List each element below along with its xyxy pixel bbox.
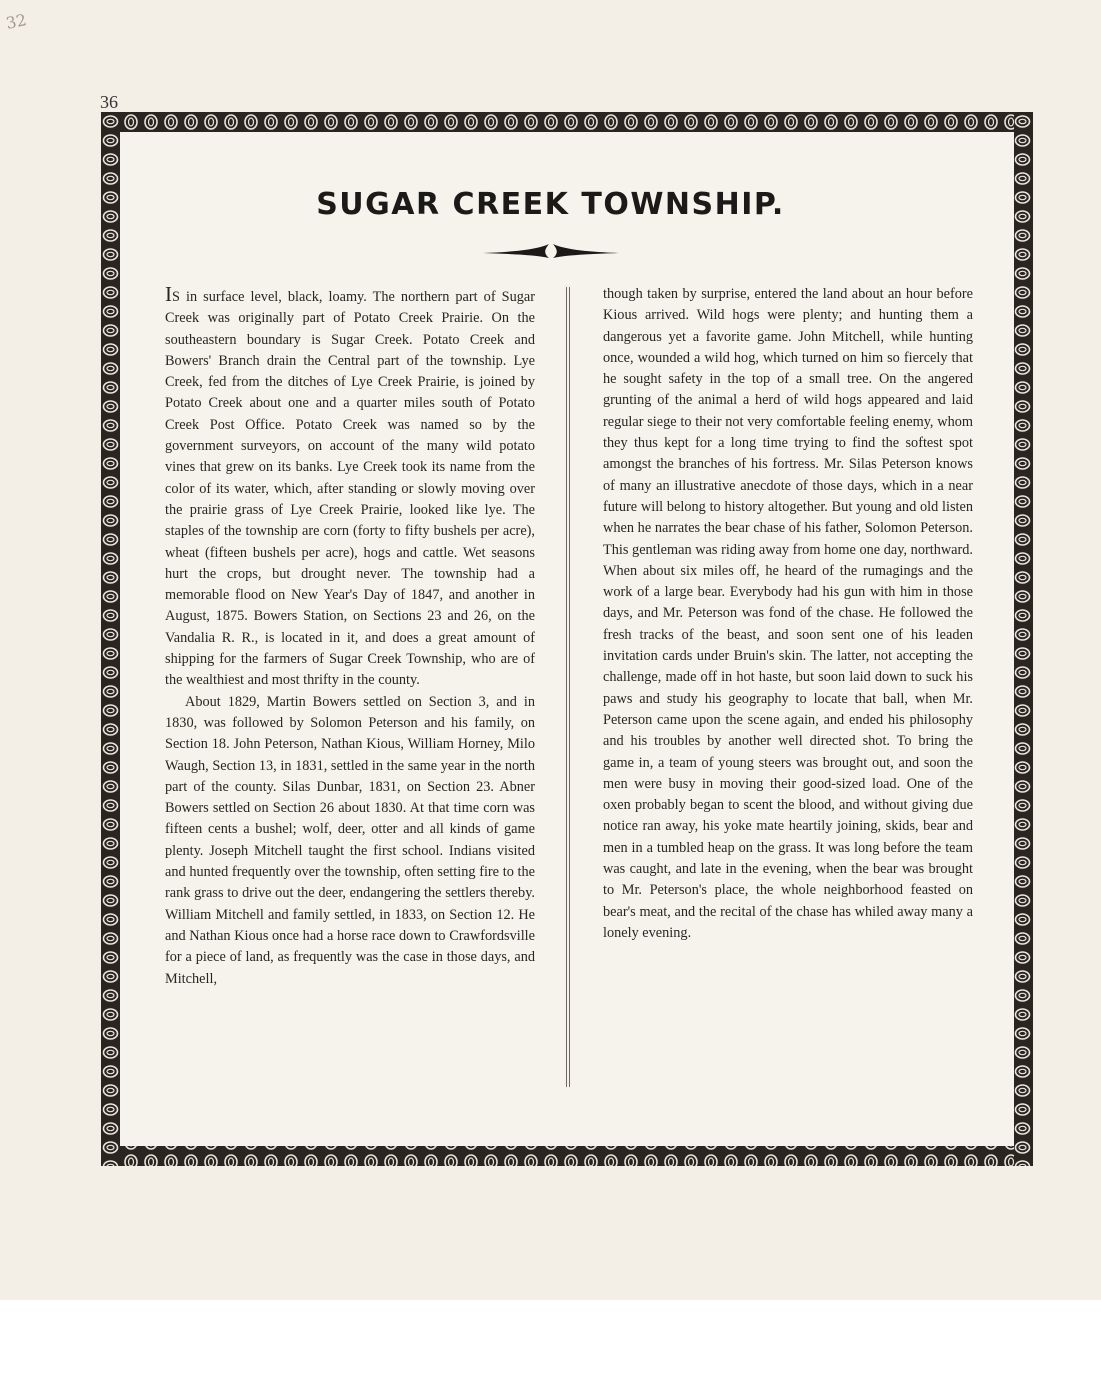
title-ornament xyxy=(481,243,621,261)
paragraph: though taken by surprise, entered the land about an hour before Kious arrived. Wild hogs were plenty; and hunting them a dangerous yet a favorite game. John Mitchell, while hunting once, wounded a wild hog, which turned on him so fiercely that he sought safety in the top of a small tree. On the angered grunting of the animal a herd of wild hogs appeared and laid regular siege to their not very comfortable feeling enemy, whom they thus kept for a long time trying to find the softest spot amongst the branches of his fortress. Mr. Silas Peterson knows of many an illustrative anecdote of those days, which in a near future will belong to history altogether. But young and old listen when he narrates the bear chase of his father, Solomon Peterson. This gentleman was riding away from home one day, northward. When about six miles off, he heard of the rumagings and the work of a large bear. Everybody had his gun with him in those days, and Mr. Peterson was fond of the chase. He followed the fresh tracks of the beast, and soon sent one of his leaden invitation cards under Bruin's skin. The latter, not accepting the challenge, made off in hot haste, but soon laid down to suck his paws and study his geography to locate that ball, when Mr. Peterson came upon the scene again, and ended his philosophy and his troubles by another well directed shot. To bring the game in, a team of young steers was brought out, and soon the men were busy in moving their good-sized load. One of the oxen probably began to scent the blood, and without giving due notice ran away, his yoke mate heartily joining, skids, bear and men in a tumbled heap on the grass. It was long before the team was caught, and late in the evening, when the bear was brought to Mr. Peterson's place, the whole neighborhood feasted on bear's meat, and the recital of the chase has whiled away many a lonely evening. xyxy=(603,286,973,941)
paragraph: IS in surface level, black, loamy. The northern part of Sugar Creek was originally part of Potato Creek Prairie. On the southeastern boundary is Sugar Creek. Potato Creek and Bowers' Branch drain the Central part of the township. Lye Creek, fed from the ditches of Lye Creek Prairie, is joined by Potato Creek about one and a quarter miles south of Potato Creek Post Office. Potato Creek was named so by the government surveyors, on account of the many wild potato vines that grew on its banks. Lye Creek took its name from the color of its water, which, after standing or slowly moving over the prairie grass of Lye Creek Prairie, looked like lye. The staples of the township are corn (forty to fifty bushels per acre), wheat (fifteen bushels per acre), hogs and cattle. Wet seasons hurt the crops, but drought never. The township had a memorable flood on New Year's Day of 1847, and another in August, 1875. Bowers Station, on Sections 23 and 26, on the Vandalia R. R., is located in it, and does a great amount of shipping for the farmers of Sugar Creek Township, who are of the wealthiest and most thrifty in the county. xyxy=(165,282,535,689)
page-title: SUGAR CREEK TOWNSHIP. xyxy=(316,187,785,222)
right-text-column xyxy=(603,284,973,944)
paragraph: About 1829, Martin Bowers settled on Section 3, and in 1830, was followed by Solomon Peterson and his family, on Section 18. John Peterson, Nathan Kious, William Horney, Milo Waugh, Section 13, in 1831, settled in the same year in the north part of the county. Silas Dunbar, 1831, on Section 23. Abner Bowers settled on Section 26 about 1830. At that time corn was fifteen cents a bushel; wolf, deer, otter and all kinds of game plenty. Joseph Mitchell taught the first school. Indians visited and hunted frequently over the township, often setting fire to the rank grass to drive out the deer, endangering the settlers thereby. William Mitchell and family settled, in 1833, on Section 12. He and Nathan Kious once had a horse race down to Crawfordsville for a piece of land, as frequently was the case in those days, and Mitchell, xyxy=(165,693,535,987)
page-number: 36 xyxy=(100,92,118,112)
left-text-column xyxy=(165,284,535,990)
page-bottom-margin xyxy=(0,1300,1101,1390)
handwritten-page-note: 32 xyxy=(4,10,29,33)
column-divider xyxy=(566,287,570,1087)
